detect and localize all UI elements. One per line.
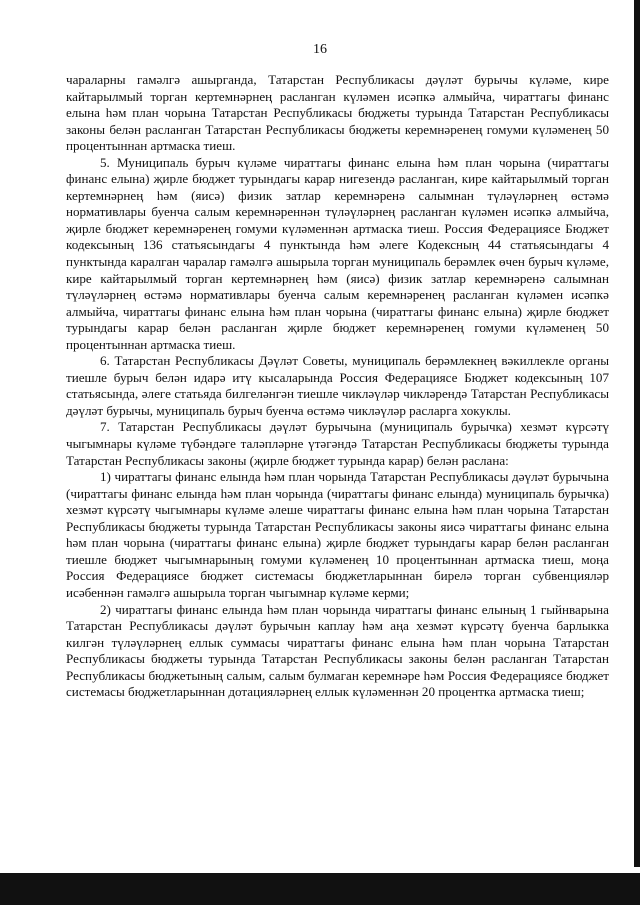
page-number: 16 [313,42,327,57]
scan-edge-right [634,0,640,905]
scan-edge-bottom-gap [0,867,640,873]
paragraph-item-7: 7. Татарстан Республикасы дәүләт бурычына (муниципаль бурычка) хезмәт күрсәтү чыгымнары күләме түбәндәге таләпләрне үтәгәндә Татарстан Республикасы бюджеты турында Татарстан Республикасы законы (җирле бюджет турында карар) белән раслана: [66,419,609,468]
paragraph-item-5: 5. Муниципаль бурыч күләме чираттагы финанс елына һәм план чорына (чираттагы финанс елына) җирле бюджет турындагы карар нигезендә расланган, кире кайтарылмый торган кертемнәрнең һәм (яисә) физик затлар керемнәренә салымнан түләүләрнең өстәмә нормативлары буенча салым керемнәреннән түләүләрнең расланган күләмен исәпкә алмыйча, җирле бюджет керемнәренең гомуми күләменнән артмаска тиеш. Россия Федерациясе Бюджет кодексының 136 статьясындагы 4 пунктында һәм әлеге Кодексның 44 статьясындагы 4 пунктында каралган чаралар гамәлгә ашырыла торган муниципаль берәмлек өчен бурыч күләме, кире кайтарылмый торган кертемнәрнең һәм (яисә) физик затлар керемнәренә салымнан түләүләрнең өстәмә нормативлары буенча салым керемнәренең расланган күләмен исәпкә алмыйча, чираттагы финанс елына һәм план чорына (чираттагы финанс елына) җирле бюджет турындагы карар белән расланган җирле бюджет керемнәренең гомуми күләменең 50 процентыннан артмаска тиеш. [66,154,609,352]
paragraph-subitem-2: 2) чираттагы финанс елында һәм план чорында чираттагы финанс елының 1 гыйнварына Татарстан Республикасы дәүләт бурычын каплау һәм аңа хезмәт күрсәтү буенча барлыкка килгән түләүләрнең еллык суммасы чираттагы финанс елына һәм план чорына Татарстан Республикасы бюджеты турында Татарстан Республикасы законы белән расланган Татарстан Республикасы бюджетының салым, салым булмаган керемнәре һәм Россия Федерациясе бюджет системасы бюджетларыннан дотацияләрнең еллык күләменнән 20 процентка артмаска тиеш; [66,601,609,700]
document-body [66,72,609,701]
paragraph-continuation: чараларны гамәлгә ашырганда, Татарстан Республикасы дәүләт бурычы күләме, кире кайтарылмый торган кертемнәрнең расланган күләмен исәпкә алмыйча, чираттагы финанс елына һәм план чорына Татарстан Республикасы бюджеты турында Татарстан Республикасы законы белән расланган Татарстан Республикасы бюджеты керемнәренең гомуми күләменең 50 процентыннан артмаска тиеш. [66,72,609,154]
paragraph-item-6: 6. Татарстан Республикасы Дәүләт Советы, муниципаль берәмлекнең вәкиллекле органы тиешле бурыч белән идарә итү кысаларында Россия Федерациясе Бюджет кодексының 107 статьясында, әлеге статьяда билгеләнгән тиешле чикләүләр чикләрендә Татарстан Республикасы дәүләт бурычы, муниципаль бурыч буенча өстәмә чикләүләр расларга хокуклы. [66,353,609,418]
paragraph-subitem-1: 1) чираттагы финанс елында һәм план чорында Татарстан Республикасы дәүләт бурычына (чираттагы финанс елында һәм план чорында (чираттагы финанс елында) муниципаль бурычка) хезмәт күрсәтү чыгымнары күләме әлеше чираттагы финанс елына һәм план чорына Татарстан Республикасы бюджеты турында Татарстан Республикасы законы яисә чираттагы финанс елына һәм план чорына (чираттагы финанс елына) җирле бюджет турындагы карар белән расланган тиешле бюджет чыгымнарының гомуми күләменең 10 процентыннан артмаска тиеш, моңа Россия Федерациясе бюджет системасы бюджетларыннан бирелә торган субвенцияләр исәбеннән гамәлгә ашырыла торган чыгымнар күләме керми; [66,469,609,600]
